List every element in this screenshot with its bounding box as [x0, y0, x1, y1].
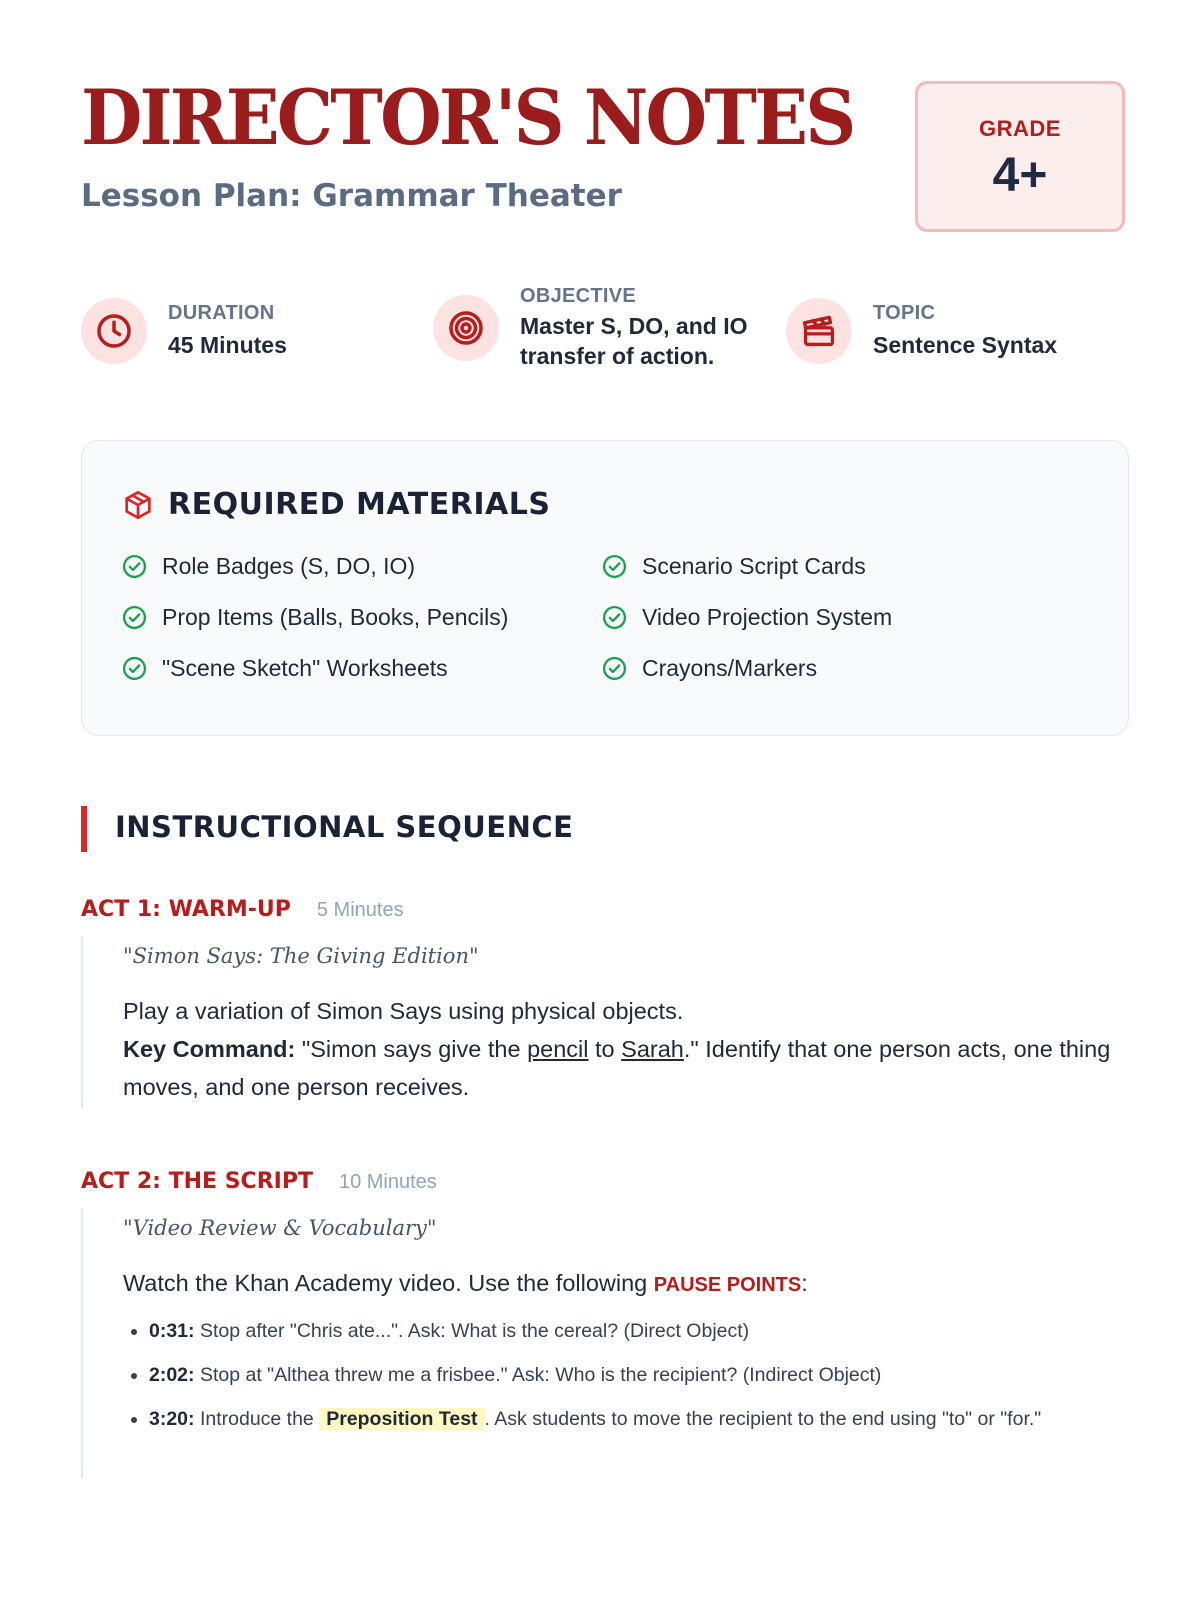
meta-label: TOPIC — [873, 301, 936, 324]
act-title: ACT 2: THE SCRIPT — [81, 1169, 313, 1194]
clapperboard-icon — [786, 298, 852, 364]
meta-value: 45 Minutes — [168, 331, 287, 358]
act-description: Watch the Khan Academy video. Use the following PAUSE POINTS: — [123, 1270, 808, 1296]
act-1-body — [81, 936, 1129, 1108]
check-circle-icon — [122, 605, 147, 630]
grade-value: 4+ — [992, 149, 1048, 202]
act-quote: "Video Review & Vocabulary" — [123, 1216, 437, 1240]
act-title: ACT 1: WARM-UP — [81, 897, 291, 922]
check-circle-icon — [122, 656, 147, 681]
list-item: • 3:20: Introduce the Preposition Test . Ask students to move the recipient to the end using "to" or "for." — [149, 1404, 1129, 1435]
check-circle-icon — [602, 554, 627, 579]
pause-points-label: PAUSE POINTS — [653, 1274, 802, 1296]
act-description: Play a variation of Simon Says using physical objects. Key Command: "Simon says give the pencil to Sarah." Identify that one person acts, one thing moves, and one person receives. — [123, 998, 1111, 1100]
target-icon — [433, 295, 499, 361]
material-item: Crayons/Markers — [602, 655, 817, 682]
act-quote: "Simon Says: The Giving Edition" — [123, 944, 479, 968]
meta-label: DURATION — [168, 301, 275, 324]
meta-value-line: Master S, DO, and IO — [520, 313, 748, 339]
grade-label: GRADE — [979, 116, 1061, 141]
section-accent-bar — [81, 806, 87, 852]
package-icon — [122, 489, 154, 521]
page-subtitle: Lesson Plan: Grammar Theater — [81, 178, 622, 214]
check-circle-icon — [122, 554, 147, 579]
pause-points-list — [123, 1316, 1129, 1435]
act-time: 5 Minutes — [316, 899, 404, 921]
materials-title-text: REQUIRED MATERIALS — [168, 487, 551, 522]
list-item: • 2:02: Stop at "Althea threw me a frisbee." Ask: Who is the recipient? (Indirect Object) — [149, 1360, 1129, 1391]
section-title: INSTRUCTIONAL SEQUENCE — [115, 810, 574, 844]
act-2-body — [81, 1208, 1129, 1478]
meta-duration — [81, 298, 287, 364]
material-item: Prop Items (Balls, Books, Pencils) — [122, 604, 508, 631]
meta-objective — [433, 285, 748, 372]
indirect-object-word: Sarah — [621, 1036, 684, 1062]
act-time: 10 Minutes — [338, 1171, 437, 1193]
list-item: • 0:31: Stop after "Chris ate...". Ask: What is the cereal? (Direct Object) — [149, 1316, 1129, 1347]
material-item: Role Badges (S, DO, IO) — [122, 553, 415, 580]
meta-value: Sentence Syntax — [873, 331, 1058, 358]
act-1-header — [81, 897, 404, 922]
key-command-label: Key Command: — [123, 1036, 296, 1062]
check-circle-icon — [602, 656, 627, 681]
direct-object-word: pencil — [527, 1036, 589, 1062]
material-item: Video Projection System — [602, 604, 892, 631]
meta-topic — [786, 298, 1057, 364]
material-item: "Scene Sketch" Worksheets — [122, 655, 448, 682]
materials-title — [122, 487, 550, 522]
check-circle-icon — [602, 605, 627, 630]
materials-card — [81, 440, 1129, 736]
page-title: DIRECTOR'S NOTES — [81, 73, 854, 162]
grade-badge — [915, 81, 1125, 232]
preposition-test-highlight: Preposition Test — [319, 1408, 484, 1430]
act-2-header — [81, 1169, 437, 1194]
material-item: Scenario Script Cards — [602, 553, 866, 580]
clock-icon — [81, 298, 147, 364]
meta-label: OBJECTIVE — [520, 285, 637, 307]
meta-value-line: transfer of action. — [520, 342, 715, 369]
